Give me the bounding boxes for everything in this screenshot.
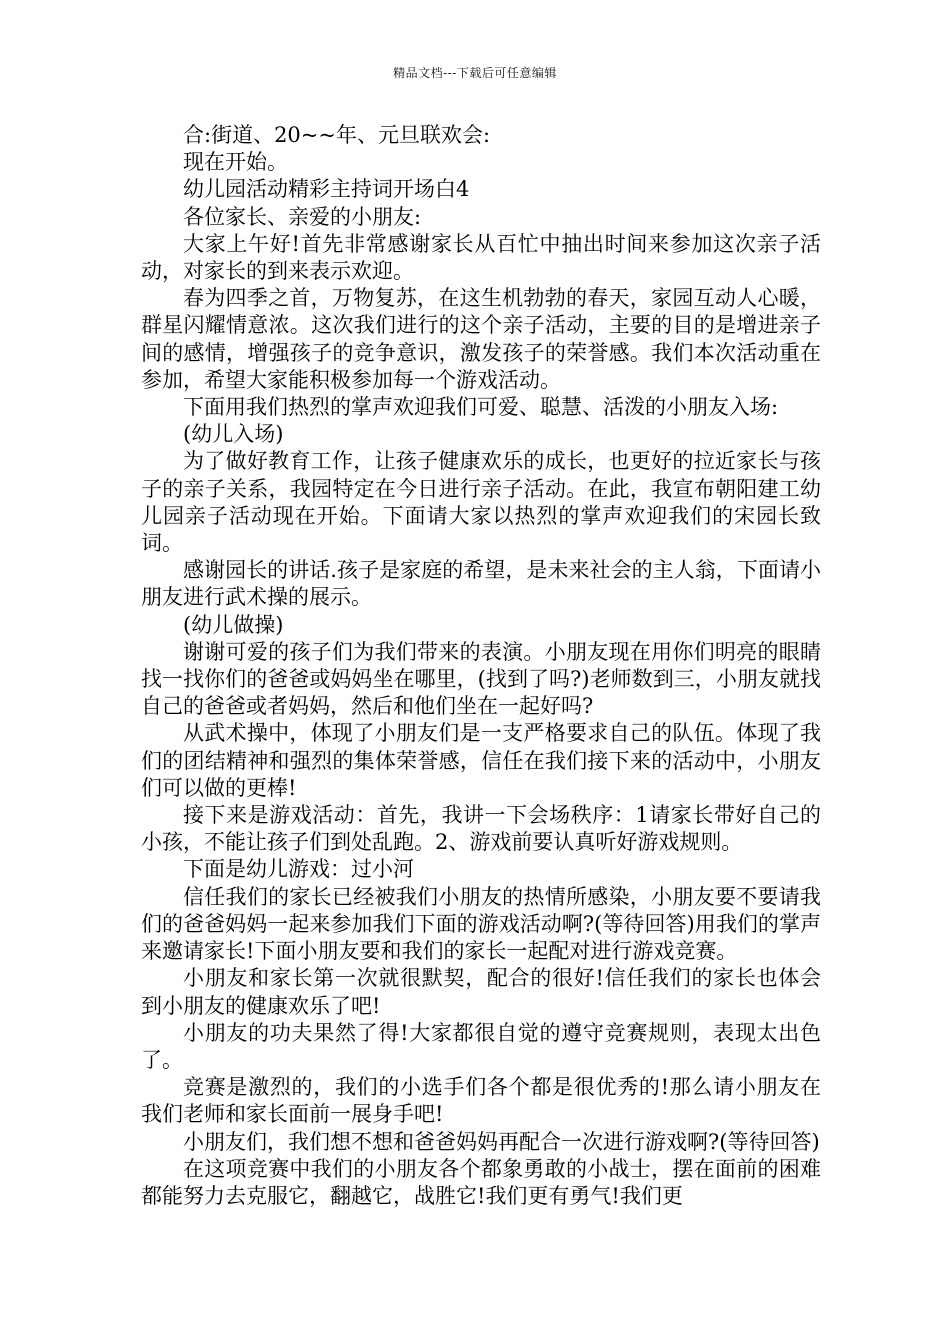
- paragraph-greeting: 各位家长、亲爱的小朋友:: [183, 204, 422, 229]
- paragraph-19: 竞赛是激烈的，我们的小选手们各个都是很优秀的!那么请小朋友在我们老师和家长面前一展身手吧!: [141, 1075, 821, 1127]
- paragraph-16: 信任我们的家长已经被我们小朋友的热情所感染，小朋友要不要请我们的爸爸妈妈一起来参加我们下面的游戏活动啊?(等待回答)用我们的掌声来邀请家长!下面小朋友要和我们的家长一起配对进行游戏竞赛。: [141, 884, 821, 964]
- paragraph-17: 小朋友和家长第一次就很默契，配合的很好!信任我们的家长也体会到小朋友的健康欢乐了吧!: [141, 966, 821, 1018]
- paragraph-13: 从武术操中，体现了小朋友们是一支严格要求自己的队伍。体现了我们的团结精神和强烈的集体荣誉感，信任在我们接下来的活动中，小朋友们可以做的更棒!: [141, 721, 821, 800]
- paragraph-15: 下面是幼儿游戏：过小河: [183, 857, 414, 882]
- paragraph-9: 为了做好教育工作，让孩子健康欢乐的成长，也更好的拉近家长与孩子的亲子关系，我园特定在今日进行亲子活动。在此，我宣布朝阳建工幼儿园亲子活动现在开始。下面请大家以热烈的掌声欢迎我们的宋园长致词。: [141, 449, 821, 556]
- paragraph-7: 下面用我们热烈的掌声欢迎我们可爱、聪慧、活泼的小朋友入场:: [183, 395, 779, 420]
- paragraph-5: 大家上午好!首先非常感谢家长从百忙中抽出时间来参加这次亲子活动，对家长的到来表示欢迎。: [141, 231, 821, 284]
- paragraph-6: 春为四季之首，万物复苏，在这生机勃勃的春天，家园互动人心暖，群星闪耀情意浓。这次我们进行的这个亲子活动，主要的目的是增进亲子间的感情，增强孩子的竞争意识，激发孩子的荣誉感。我们本次活动重在参加，希望大家能积极参加每一个游戏活动。: [141, 286, 821, 392]
- paragraph-12: 谢谢可爱的孩子们为我们带来的表演。小朋友现在用你们明亮的眼睛找一找你们的爸爸或妈妈坐在哪里，(找到了吗?)老师数到三，小朋友就找自己的爸爸或者妈妈，然后和他们坐在一起好吗?: [141, 639, 821, 719]
- paragraph-14: 接下来是游戏活动：首先，我讲一下会场秩序：1请家长带好自己的小孩，不能让孩子们到处乱跑。2、游戏前要认真听好游戏规则。: [141, 803, 821, 855]
- paragraph-18: 小朋友的功夫果然了得!大家都很自觉的遵守竞赛规则，表现太出色了。: [141, 1020, 821, 1072]
- paragraph-10: 感谢园长的讲话.孩子是家庭的希望，是未来社会的主人翁，下面请小朋友进行武术操的展示。: [141, 558, 821, 610]
- paragraph-11: (幼儿做操): [183, 612, 284, 637]
- document-body: [141, 122, 821, 1210]
- paragraph-20: 小朋友们，我们想不想和爸爸妈妈再配合一次进行游戏啊?(等待回答): [183, 1129, 820, 1154]
- paragraph-title: 幼儿园活动精彩主持词开场白4: [183, 177, 470, 202]
- paragraph-2: 现在开始。: [183, 150, 288, 175]
- paragraph-21: 在这项竞赛中我们的小朋友各个都象勇敢的小战士，摆在面前的困难都能努力去克服它，翻越它，战胜它!我们更有勇气!我们更: [141, 1156, 821, 1208]
- paragraph-1: 合:街道、20~~年、元旦联欢会:: [183, 123, 491, 147]
- page-header: 精品文档---下载后可任意编辑: [393, 66, 557, 80]
- paragraph-8: (幼儿入场): [183, 422, 284, 447]
